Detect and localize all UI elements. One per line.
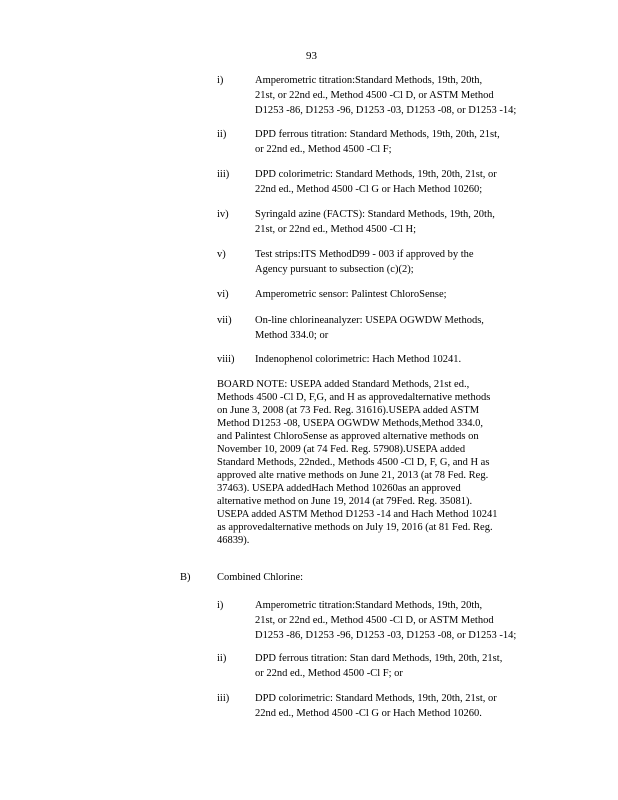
text-line: Amperometric sensor: Palintest ChloroSense; [255, 289, 447, 300]
text-line: Amperometric titration:Standard Methods, 19th, 20th, [255, 600, 483, 611]
item-text [255, 73, 541, 118]
item-text [255, 651, 541, 681]
item-label: i) [217, 600, 224, 611]
text-line: or 22nd ed., Method 4500 -Cl F; or [255, 668, 403, 679]
item-label: i) [217, 75, 224, 86]
text-line: 22nd ed., Method 4500 -Cl G or Hach Method 10260. [255, 708, 482, 719]
note-line: Methods 4500 -Cl D, F,G, and H as approvedalternative methods [217, 392, 491, 403]
item-text [255, 598, 541, 643]
text-line: 21st, or 22nd ed., Method 4500 -Cl D, or ASTM Method [255, 90, 494, 101]
item-text [255, 167, 541, 197]
text-line: 22nd ed., Method 4500 -Cl G or Hach Method 10260; [255, 184, 483, 195]
text-line: Method 334.0; or [255, 330, 329, 341]
note-line: as approvedalternative methods on July 19, 2016 (at 81 Fed. Reg. [217, 522, 493, 533]
text-line: DPD colorimetric: Standard Methods, 19th, 20th, 21st, or [255, 693, 497, 704]
item-text [255, 691, 541, 721]
text-line: DPD colorimetric: Standard Methods, 19th, 20th, 21st, or [255, 169, 497, 180]
item-text [255, 247, 541, 277]
note-line: Standard Methods, 22nded., Methods 4500 -Cl D, F, G, and H as [217, 457, 490, 468]
note-line: Method D1253 -08, USEPA OGWDW Methods,Method 334.0, [217, 418, 484, 429]
item-label: v) [217, 249, 226, 260]
item-text [255, 313, 541, 343]
text-line: Amperometric titration:Standard Methods, 19th, 20th, [255, 75, 483, 86]
page-number: 93 [306, 50, 317, 62]
board-note [217, 378, 533, 547]
item-text [255, 352, 541, 367]
note-line: approved alte rnative methods on June 21, 2013 (at 78 Fed. Reg. [217, 470, 489, 481]
item-label: vi) [217, 289, 229, 300]
note-line: November 10, 2009 (at 74 Fed. Reg. 57908).USEPA added [217, 444, 466, 455]
text-line: 21st, or 22nd ed., Method 4500 -Cl D, or ASTM Method [255, 615, 494, 626]
text-line: 21st, or 22nd ed., Method 4500 -Cl H; [255, 224, 416, 235]
text-line: Agency pursuant to subsection (c)(2); [255, 264, 414, 275]
item-label: iii) [217, 169, 230, 180]
note-line: alternative method on June 19, 2014 (at 79Fed. Reg. 35081). [217, 496, 473, 507]
item-text [255, 287, 541, 302]
section-title: Combined Chlorine: [217, 572, 304, 583]
section-label: B) [180, 572, 191, 583]
text-line: Test strips:ITS MethodD99 - 003 if approved by the [255, 249, 474, 260]
item-label: vii) [217, 315, 232, 326]
text-line: On-line chlorineanalyzer: USEPA OGWDW Methods, [255, 315, 484, 326]
item-label: viii) [217, 354, 235, 365]
text-line: DPD ferrous titration: Standard Methods, 19th, 20th, 21st, [255, 129, 500, 140]
note-line: 46839). [217, 535, 250, 546]
text-line: DPD ferrous titration: Stan dard Methods, 19th, 20th, 21st, [255, 653, 503, 664]
text-line: D1253 -86, D1253 -96, D1253 -03, D1253 -08, or D1253 -14; [255, 630, 517, 641]
item-label: ii) [217, 129, 227, 140]
item-label: ii) [217, 653, 227, 664]
item-text [255, 207, 541, 237]
note-line: and Palintest ChloroSense as approved alternative methods on [217, 431, 479, 442]
note-line: 37463). USEPA addedHach Method 10260as an approved [217, 483, 461, 494]
note-line: BOARD NOTE: USEPA added Standard Methods, 21st ed., [217, 379, 470, 390]
text-line: Indenophenol colorimetric: Hach Method 10241. [255, 354, 462, 365]
text-line: D1253 -86, D1253 -96, D1253 -03, D1253 -08, or D1253 -14; [255, 105, 517, 116]
item-text [255, 127, 541, 157]
text-line: Syringald azine (FACTS): Standard Methods, 19th, 20th, [255, 209, 495, 220]
text-line: or 22nd ed., Method 4500 -Cl F; [255, 144, 392, 155]
item-label: iv) [217, 209, 229, 220]
item-label: iii) [217, 693, 230, 704]
note-line: USEPA added ASTM Method D1253 -14 and Hach Method 10241 [217, 509, 498, 520]
note-line: on June 3, 2008 (at 73 Fed. Reg. 31616).USEPA added ASTM [217, 405, 480, 416]
